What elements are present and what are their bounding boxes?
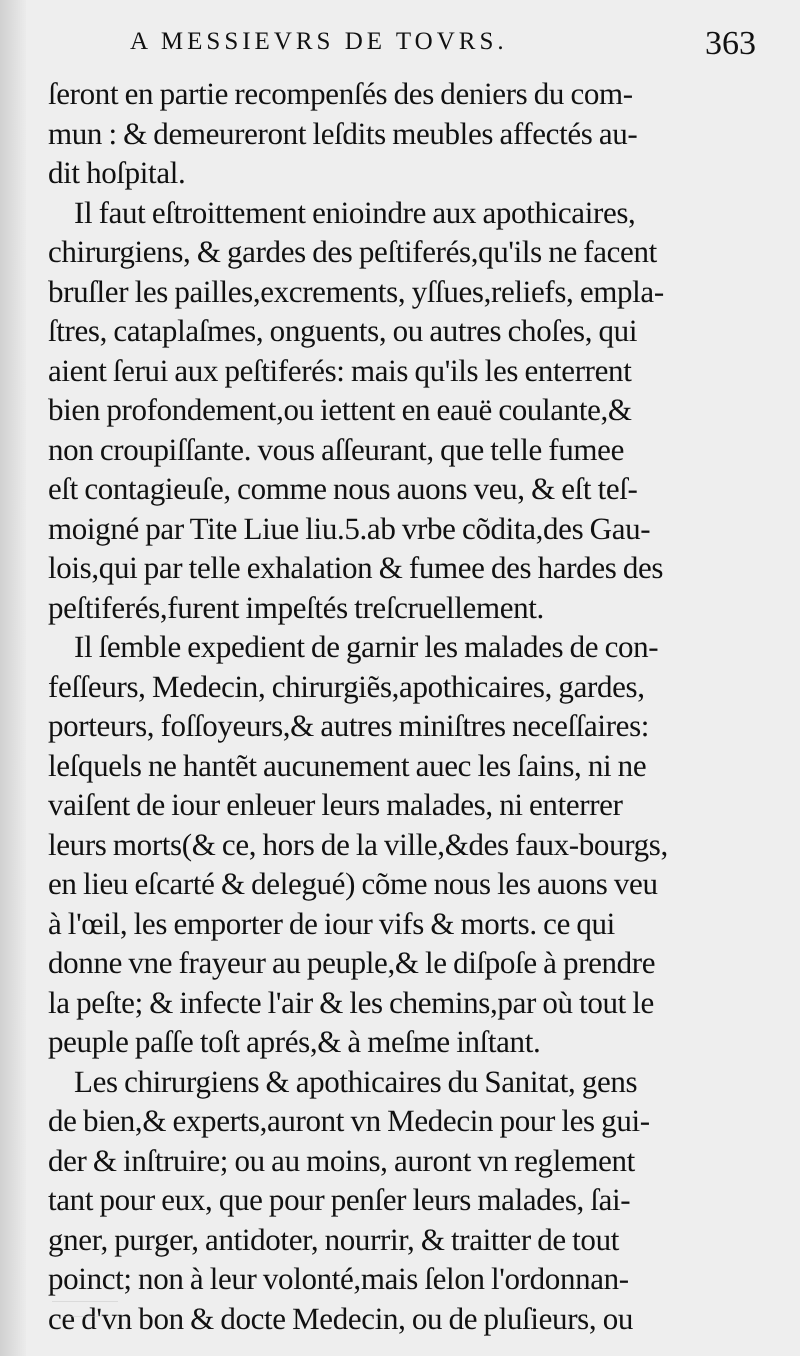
text-line: la peſte; & infecte l'air & les chemins,par où tout le: [48, 984, 654, 1020]
text-line: poinct; non à leur volonté,mais ſelon l'ordonnan-: [48, 1261, 629, 1296]
text-line: mun : & demeureront leſdits meubles affectés au-: [48, 115, 638, 151]
text-line: porteurs, foſſoyeurs,& autres miniſtres neceſſaires:: [48, 708, 650, 743]
text-line: Il ſemble expedient de garnir les malades de con-: [74, 629, 659, 664]
text-line: vaiſent de iour enleuer leurs malades, ni enterrer: [48, 787, 623, 822]
page-header: [48, 25, 768, 68]
text-line: de bien,& experts,auront vn Medecin pour les gui-: [48, 1103, 650, 1138]
page-number: 363: [705, 25, 756, 62]
text-line: ce d'vn bon & docte Medecin, ou de pluſieurs, ou: [48, 1300, 633, 1336]
text-line: Les chirurgiens & apothicaires du Sanitat, gens: [74, 1063, 638, 1099]
text-line: gner, purger, antidoter, nourrir, & traitter de tout: [48, 1221, 619, 1257]
text-line: tant pour eux, que pour penſer leurs malades, ſai-: [48, 1182, 631, 1217]
text-line: en lieu eſcarté & delegué) cõme nous les auons veu: [48, 866, 658, 901]
text-line: chirurgiens, & gardes des peſtiferés,qu'ils ne facent: [48, 234, 657, 269]
text-line: peſtiferés,furent impeſtés treſcruellement.: [48, 589, 544, 625]
faint-bleedthrough-mark: [52, 1301, 118, 1322]
text-line: bien profondement,ou iettent en eauë coulante,&: [48, 392, 632, 427]
text-line: feſſeurs, Medecin, chirurgiẽs,apothicaires, gardes,: [48, 668, 645, 704]
text-line: bruſler les pailles,excrements, yſſues,reliefs, empla-: [48, 273, 664, 309]
text-line: à l'œil, les emporter de iour vifs & morts. ce qui: [48, 905, 615, 941]
main-text-block: [48, 74, 738, 1338]
text-line: donne vne frayeur au peuple,& le diſpoſe à prendre: [48, 945, 656, 980]
text-line: dit hoſpital.: [48, 155, 186, 190]
text-line: eſt contagieuſe, comme nous auons veu, & eſt teſ-: [48, 471, 638, 506]
running-head: A MESSIEVRS DE TOVRS.: [130, 28, 508, 55]
text-line: leſquels ne hantẽt aucunement auec les ſains, ni ne: [48, 747, 647, 783]
text-line: Il faut eſtroittement enioindre aux apothicaires,: [74, 194, 636, 230]
text-line: leurs morts(& ce, hors de la ville,&des faux-bourgs,: [48, 826, 668, 862]
text-line: aient ſerui aux peſtiferés: mais qu'ils les enterrent: [48, 352, 632, 388]
text-line: lois,qui par telle exhalation & fumee des hardes des: [48, 550, 664, 585]
text-line: ſtres, cataplaſmes, onguents, ou autres choſes, qui: [48, 313, 638, 348]
text-line: peuple paſſe toſt aprés,& à meſme inſtant.: [48, 1024, 541, 1059]
text-line: ſeront en partie recompenſés des deniers du com-: [48, 76, 633, 111]
text-line: der & inſtruire; ou au moins, auront vn reglement: [48, 1142, 635, 1178]
page-gutter-shadow: [0, 0, 26, 1356]
text-line: moigné par Tite Liue liu.5.ab vrbe cõdita,des Gau-: [48, 510, 651, 546]
text-line: non croupiſſante. vous aſſeurant, que telle fumee: [48, 431, 624, 467]
